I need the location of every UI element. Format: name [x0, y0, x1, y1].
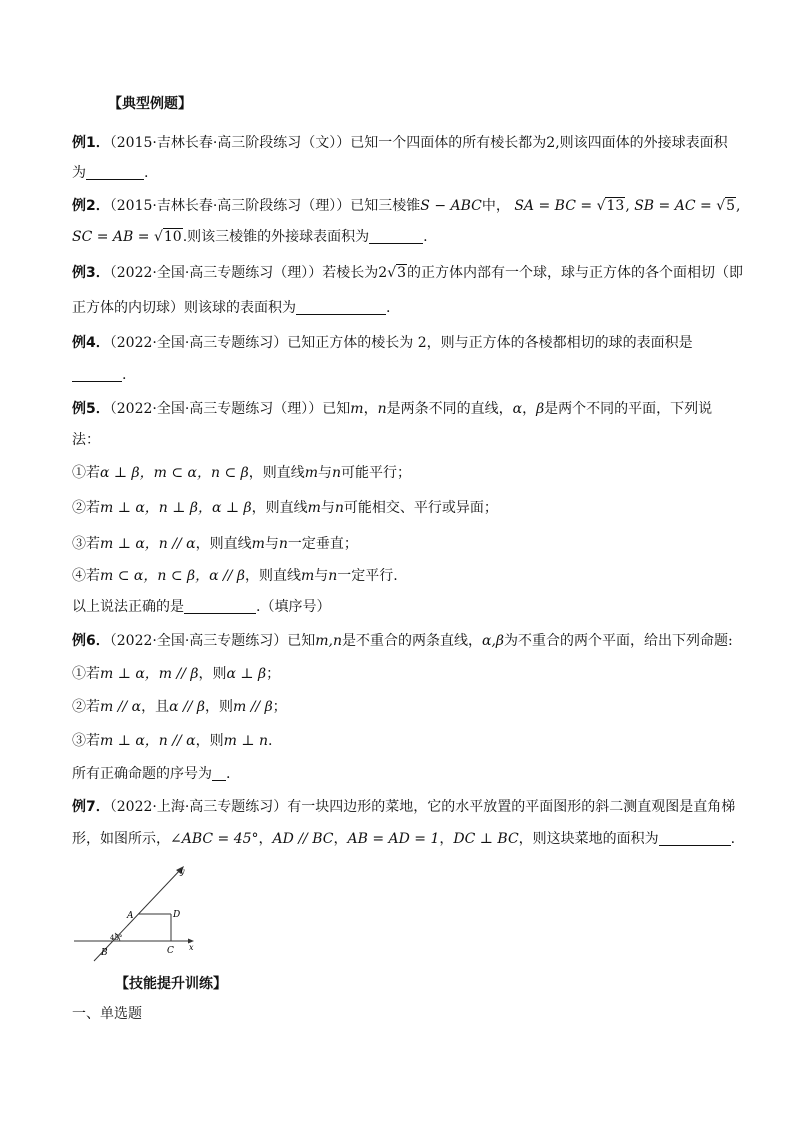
section-title: 【典型例题】: [108, 96, 192, 112]
example-3-line2-text: 正方体的内切球）则该球的表面积为: [72, 300, 296, 316]
answer-blank-5[interactable]: [184, 599, 256, 614]
example-2-end: .: [423, 229, 428, 245]
example-2-label: 例2．: [72, 198, 110, 214]
var-n: n: [377, 401, 387, 417]
example-6-line-1: 例6．（2022·全国·高三专题练习）已知m,n是不重合的两条直线，α,β为不重合的两个平面，给出下列命题:: [72, 633, 733, 649]
answer-blank-2[interactable]: [369, 229, 423, 244]
angle-abc: ∠ABC = 45°: [170, 831, 259, 847]
example-5-label: 例5．: [72, 401, 110, 417]
var-beta: β: [536, 401, 545, 417]
label-y: y: [180, 867, 185, 876]
dc-perp-bc: DC ⊥ BC: [453, 831, 519, 847]
example-4-label: 例4．: [72, 335, 110, 351]
sqrt-13: √13: [596, 198, 625, 214]
example-1-line-1: [72, 133, 728, 153]
example-6-source: （2022·全国·高三专题练习）: [109, 633, 288, 649]
example-1-source: （2015·吉林长春·高三阶段练习（文））: [109, 135, 351, 151]
label-a: A: [127, 911, 134, 921]
answer-blank-3[interactable]: [296, 300, 386, 315]
pyramid-name: S − ABC: [420, 198, 482, 214]
trapezoid-figure: [70, 858, 210, 964]
example-1-line-2: [72, 163, 148, 183]
var-ab: α,β: [482, 633, 505, 649]
example-5-item-3: ③若m ⊥ α，n // α，则直线m与n一定垂直；: [72, 536, 358, 552]
answer-blank-4[interactable]: [72, 367, 122, 382]
label-c: C: [167, 946, 174, 956]
example-3-text: 若棱长为: [322, 265, 379, 281]
example-5-item-2: ②若m ⊥ α，n ⊥ β，α ⊥ β，则直线m与n可能相交、平行或异面；: [72, 500, 498, 516]
example-5-item-4: ④若m ⊂ α，n ⊂ β，α // β，则直线m与n一定平行.: [72, 568, 398, 584]
example-4-end: .: [122, 367, 127, 383]
example-6-item-3: ③若m ⊥ α，n // α，则m ⊥ n.: [72, 733, 273, 749]
label-x: x: [189, 943, 194, 952]
example-1-end: .: [144, 165, 149, 181]
example-2-line-2: [72, 227, 428, 247]
example-1-value: 2: [546, 135, 556, 151]
sqrt-5: √5: [716, 198, 736, 214]
example-3-source: （2022·全国·高三专题练习（理））: [109, 265, 323, 281]
example-5-question: 以上说法正确的是 .（填序号）: [72, 599, 331, 615]
example-1-label: 例1．: [72, 135, 110, 151]
example-3-text-2: 的正方体内部有一个球，球与正方体的各个面相切（即: [407, 265, 744, 281]
eq2-lhs: SB = AC =: [634, 198, 712, 214]
example-5-line-1: 例5．（2022·全国·高三专题练习（理））已知m，n是两条不同的直线，α，β是两个不同的平面，下列说: [72, 401, 713, 417]
example-2-text: 已知三棱锥: [350, 198, 421, 214]
label-b: B: [101, 948, 108, 958]
sqrt-10: √10: [153, 229, 182, 245]
label-angle: 45°: [110, 934, 123, 942]
example-5-text: 已知: [322, 401, 351, 417]
example-4-line-2: [72, 365, 126, 385]
example-1-line2-text: 为: [72, 165, 86, 181]
example-7-source: （2022·上海·高三专题练习）: [109, 799, 288, 815]
example-3-line-2: [72, 298, 390, 318]
answer-blank-6[interactable]: [212, 766, 226, 781]
section-2-title: 【技能提升训练】: [115, 976, 227, 992]
ab-ad-eq: AB = AD = 1: [347, 831, 440, 847]
example-2-line-1: 例2．（2015·吉林长春·高三阶段练习（理））已知三棱锥S − ABC中， SA = BC = √13, SB = AC = √5,: [72, 198, 741, 214]
example-2-source: （2015·吉林长春·高三阶段练习（理））: [109, 198, 351, 214]
example-7-line-1: 例7．（2022·上海·高三专题练习）有一块四边形的菜地，它的水平放置的平面图形的斜二测直观图是直角梯: [72, 799, 736, 815]
example-5-text-2: 是两条不同的直线，: [386, 401, 513, 417]
ad-parallel-bc: AD // BC: [272, 831, 334, 847]
example-1-text-2: ,则该四面体的外接球表面积: [555, 135, 728, 151]
label-d: D: [173, 910, 181, 920]
answer-blank-7[interactable]: [659, 831, 731, 846]
example-5-item-1: ①若α ⊥ β，m ⊂ α，n ⊂ β，则直线m与n可能平行；: [72, 465, 412, 481]
example-6-item-2: ②若m // α，且α // β，则m // β；: [72, 699, 287, 715]
var-m: m: [350, 401, 364, 417]
example-2-text-2: 中，: [481, 198, 510, 214]
example-3-coef: 2: [378, 265, 388, 281]
subsection-title: 一、单选题: [72, 1006, 142, 1022]
example-4-line-1: [72, 333, 693, 353]
example-3-label: 例3．: [72, 265, 110, 281]
sqrt-3: √3: [387, 265, 407, 281]
eq3-lhs: SC = AB =: [72, 229, 150, 245]
example-6-item-1: ①若m ⊥ α，m // β，则α ⊥ β；: [72, 666, 281, 682]
example-5-text-3: 是两个不同的平面，下列说: [544, 401, 713, 417]
example-1-text: 已知一个四面体的所有棱长都为: [350, 135, 547, 151]
example-5-source: （2022·全国·高三专题练习（理））: [109, 401, 323, 417]
example-3-end: .: [386, 300, 391, 316]
eq1-lhs: SA = BC =: [514, 198, 593, 214]
answer-blank-1[interactable]: [86, 165, 144, 180]
example-5-line-2: 法：: [72, 432, 100, 448]
example-6-label: 例6．: [72, 633, 110, 649]
example-7-line-2: 形，如图所示，∠ABC = 45°，AD // BC，AB = AD = 1，DC ⊥ BC，则这块菜地的面积为 .: [72, 831, 736, 847]
example-4-text: 已知正方体的棱长为 2，则与正方体的各棱都相切的球的表面积是: [287, 335, 693, 351]
var-mn: m,n: [315, 633, 343, 649]
example-4-source: （2022·全国·高三专题练习）: [109, 335, 288, 351]
example-7-label: 例7．: [72, 799, 110, 815]
var-alpha: α: [512, 401, 523, 417]
example-6-question: 所有正确命题的序号为 .: [72, 766, 231, 782]
example-3-line-1: [72, 263, 743, 283]
example-2-text-3: .则该三棱锥的外接球表面积为: [182, 229, 370, 245]
